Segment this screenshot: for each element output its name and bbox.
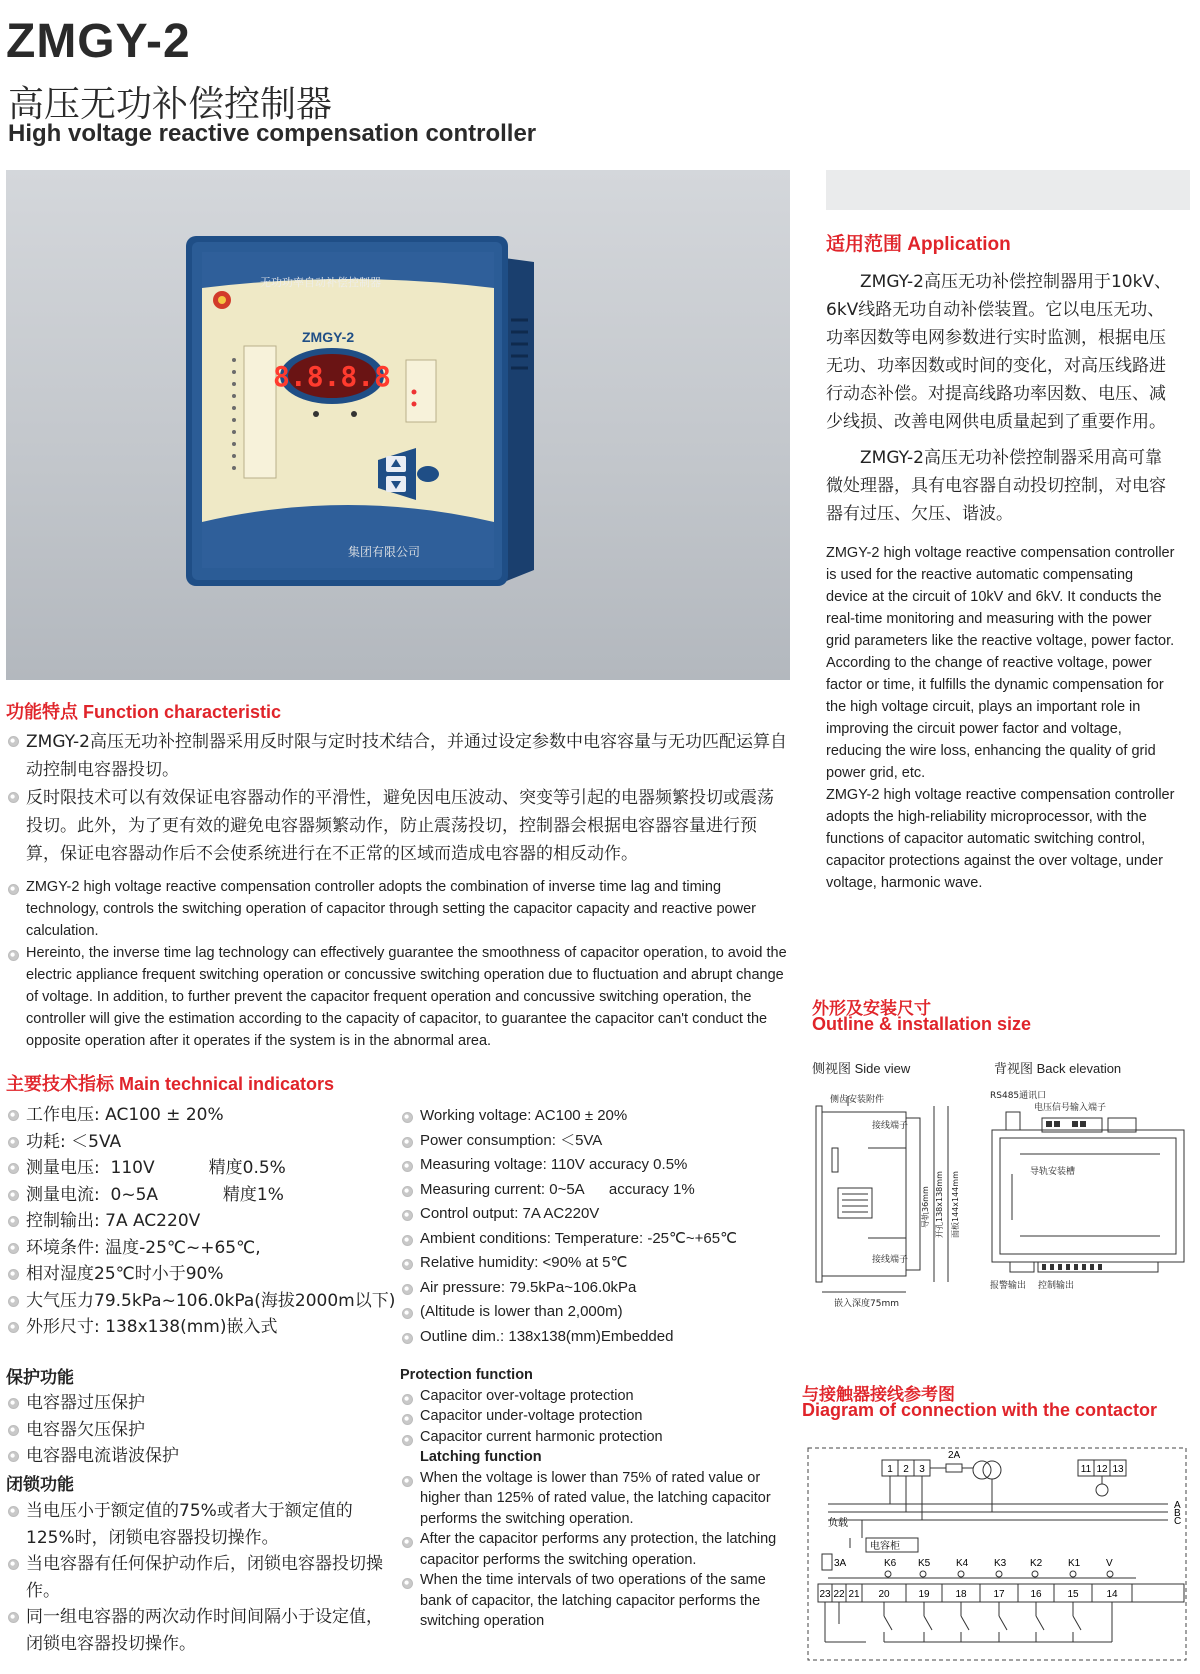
led-display: 8.8.8.8 bbox=[272, 360, 392, 393]
side-label-hole: 开孔138x138mm bbox=[935, 1171, 944, 1238]
contactor-label: K4 bbox=[956, 1558, 969, 1569]
list-item: When the voltage is lower than 75% of rated value or higher than 125% of rated value, the latching capacitor performs the switching operation. bbox=[400, 1468, 792, 1530]
list-item: 大气压力79.5kPa~106.0kPa(海拔2000m以下) bbox=[6, 1288, 396, 1315]
list-item: 测量电流: 0~5A 精度1% bbox=[6, 1182, 396, 1209]
terminal-label: 2 bbox=[903, 1464, 909, 1475]
terminal-label: 1 bbox=[887, 1464, 893, 1475]
wiring-diagram bbox=[806, 1446, 1190, 1664]
status-led bbox=[313, 411, 319, 417]
list-item: Capacitor current harmonic protection bbox=[400, 1427, 792, 1448]
wiring-heading-cn: 与接触器接线参考图 bbox=[802, 1385, 955, 1404]
list-item: 测量电压: 110V 精度0.5% bbox=[6, 1155, 396, 1182]
panel-title: 无功功率自动补偿控制器 bbox=[260, 276, 381, 289]
list-item: 电容器过压保护 bbox=[6, 1390, 396, 1417]
outline-heading-en: Outline & installation size bbox=[812, 1014, 1032, 1034]
list-item: Capacitor over-voltage protection bbox=[400, 1386, 792, 1407]
contactor-label: K1 bbox=[1068, 1558, 1081, 1569]
list-item: Ambient conditions: Temperature: -25℃~+65℃ bbox=[400, 1227, 790, 1252]
side-label-rail: 导轨36mm bbox=[921, 1186, 930, 1228]
terminal-label: 11 bbox=[1080, 1464, 1092, 1475]
function-en-list bbox=[6, 876, 790, 1052]
list-item: Measuring voltage: 110V accuracy 0.5% bbox=[400, 1153, 790, 1178]
application-en-para2: ZMGY-2 high voltage reactive compensation controller adopts the high-reliability microprocessor, with the functions of capacitor automatic switching control, capacitor protections against the over voltage, under voltage, harmonic wave. bbox=[826, 787, 1175, 891]
list-item: 控制输出: 7A AC220V bbox=[6, 1208, 396, 1235]
back-label-rs485: RS485通讯口 bbox=[990, 1091, 1047, 1101]
fuse-small-label: 3A bbox=[834, 1558, 847, 1569]
latching-en-list bbox=[400, 1468, 792, 1632]
list-item: 电容器电流谐波保护 bbox=[6, 1443, 396, 1470]
terminal-label: 13 bbox=[1112, 1464, 1124, 1475]
ct-icon bbox=[1096, 1484, 1108, 1496]
list-item: 当电压小于额定值的75%或者大于额定值的125%时，闭锁电容器投切操作。 bbox=[6, 1498, 394, 1551]
terminal-label: 21 bbox=[848, 1589, 860, 1600]
fuse-icon bbox=[822, 1554, 832, 1570]
fuse-label: 2A bbox=[948, 1450, 961, 1461]
terminal-label: 17 bbox=[993, 1589, 1005, 1600]
indicators-heading: 主要技术指标 Main technical indicators bbox=[6, 1074, 335, 1094]
contactor-label: K3 bbox=[994, 1558, 1007, 1569]
list-item: Relative humidity: <90% at 5℃ bbox=[400, 1251, 790, 1276]
terminal-label: 14 bbox=[1106, 1589, 1118, 1600]
protection-en-list bbox=[400, 1386, 792, 1448]
indicators-en-list bbox=[400, 1104, 790, 1349]
terminal-label: 16 bbox=[1030, 1589, 1042, 1600]
side-label-terminal-bottom: 接线端子 bbox=[872, 1255, 909, 1265]
list-item: After the capacitor performs any protection, the latching capacitor performs the switching operation. bbox=[400, 1529, 792, 1570]
application-heading: 适用范围 Application bbox=[826, 234, 1011, 255]
list-item: 工作电压: AC100 ± 20% bbox=[6, 1102, 396, 1129]
side-view-caption: 侧视图 Side view bbox=[812, 1061, 911, 1076]
list-item: 反时限技术可以有效保证电容器动作的平滑性，避免因电压波动、突变等引起的电器频繁投切或震荡投切。此外，为了更有效的避免电容器频繁动作，防止震荡投切，控制器会根据电容器容量进行预算，保证电容器动作后不会使系统进行在不正常的区域而造成电容器的相反动作。 bbox=[6, 784, 790, 868]
list-item: Control output: 7A AC220V bbox=[400, 1202, 790, 1227]
latching-cn-list bbox=[6, 1498, 394, 1657]
list-item: Working voltage: AC100 ± 20% bbox=[400, 1104, 790, 1129]
fuse-icon bbox=[946, 1464, 962, 1472]
protection-latching-en bbox=[400, 1365, 792, 1632]
list-item: 相对湿度25℃时小于90% bbox=[6, 1261, 396, 1288]
contactor-label: K5 bbox=[918, 1558, 931, 1569]
list-item: ZMGY-2 high voltage reactive compensation controller adopts the combination of inverse time lag and timing technology, controls the switching operation of capacitor through setting the capacitor capacity and reactive power calculation. bbox=[6, 876, 790, 942]
panel-model-label: ZMGY-2 bbox=[302, 329, 355, 345]
contactor-label: K6 bbox=[884, 1558, 897, 1569]
back-label-rail-slot: 导轨安装槽 bbox=[1030, 1167, 1076, 1177]
list-item: (Altitude is lower than 2,000m) bbox=[400, 1300, 790, 1325]
latching-cn-heading: 闭锁功能 bbox=[6, 1475, 74, 1495]
terminal-label: 12 bbox=[1096, 1464, 1108, 1475]
list-item: 外形尺寸: 138x138(mm)嵌入式 bbox=[6, 1314, 396, 1341]
load-label: 负载 bbox=[828, 1518, 848, 1529]
protection-cn-heading: 保护功能 bbox=[6, 1368, 74, 1388]
list-item: 当电容器有任何保护动作后，闭锁电容器投切操作。 bbox=[6, 1551, 394, 1604]
alarm-led bbox=[412, 390, 417, 395]
list-item: Hereinto, the inverse time lag technology can effectively guarantee the smoothness of capacitor operation, to avoid the electric appliance frequent switching operation or concussive switching operation due to fluctuation and abrupt change of voltage. In addition, to further prevent the capacitor frequent operation and concussive switching operation, the controller will give the estimation according to the capacity of capacitor, to guarantee the capacitor can't conduct the opposite operation after it operates if the system is in the abnormal area. bbox=[6, 942, 790, 1052]
product-model: ZMGY-2 bbox=[6, 15, 191, 68]
protection-en-heading: Protection function bbox=[400, 1367, 533, 1383]
terminal-label: 19 bbox=[918, 1589, 930, 1600]
terminal-label: 23 bbox=[819, 1589, 831, 1600]
alarm-led bbox=[412, 402, 417, 407]
terminal-label: 18 bbox=[955, 1589, 967, 1600]
phase-label: C bbox=[1174, 1516, 1182, 1527]
set-button[interactable] bbox=[417, 466, 439, 482]
list-item: Air pressure: 79.5kPa~106.0kPa bbox=[400, 1276, 790, 1301]
brand-logo bbox=[213, 291, 231, 309]
protection-cn-list bbox=[6, 1390, 396, 1470]
side-label-terminal-top: 接线端子 bbox=[872, 1121, 909, 1131]
list-item: 电容器欠压保护 bbox=[6, 1417, 396, 1444]
list-item: When the time intervals of two operations of the same bank of capacitor, the latching capacitor performs the switching operation bbox=[400, 1570, 792, 1632]
back-label-alarm: 报警输出 bbox=[990, 1281, 1027, 1291]
list-item: Power consumption: ＜5VA bbox=[400, 1129, 790, 1154]
wiring-heading-en: Diagram of connection with the contactor bbox=[802, 1400, 1158, 1420]
contactor-label: K2 bbox=[1030, 1558, 1043, 1569]
decorative-bar bbox=[826, 170, 1190, 210]
phase-label: B bbox=[1174, 1508, 1181, 1519]
product-title-en: High voltage reactive compensation controller bbox=[8, 120, 537, 147]
cabinet-label: 电容柜 bbox=[870, 1541, 900, 1552]
function-heading: 功能特点 Function characteristic bbox=[6, 702, 282, 722]
phase-label: A bbox=[1174, 1500, 1181, 1511]
side-label-depth: 嵌入深度75mm bbox=[834, 1299, 899, 1308]
list-item: ZMGY-2高压无功补控制器采用反时限与定时技术结合，并通过设定参数中电容容量与无功匹配运算自动控制电容器投切。 bbox=[6, 728, 790, 784]
controller-device-image bbox=[6, 170, 790, 680]
panel-footer-text: 集团有限公司 bbox=[348, 545, 421, 559]
terminal-label: 15 bbox=[1067, 1589, 1079, 1600]
status-led bbox=[351, 411, 357, 417]
terminal-label: 22 bbox=[833, 1589, 845, 1600]
list-item: 环境条件: 温度-25℃~+65℃, bbox=[6, 1235, 396, 1262]
down-button[interactable] bbox=[386, 476, 406, 492]
indicators-cn-list bbox=[6, 1102, 396, 1341]
list-item: Outline dim.: 138x138(mm)Embedded bbox=[400, 1325, 790, 1350]
terminal-label: 20 bbox=[878, 1589, 890, 1600]
up-button[interactable] bbox=[386, 456, 406, 472]
list-item: Measuring current: 0~5A accuracy 1% bbox=[400, 1178, 790, 1203]
transformer-icon bbox=[973, 1461, 991, 1479]
function-cn-list bbox=[6, 728, 790, 868]
product-photo bbox=[6, 170, 790, 680]
product-title-cn: 高压无功补偿控制器 bbox=[8, 84, 333, 125]
side-view-drawing bbox=[808, 1078, 1008, 1308]
application-en-para1: ZMGY-2 high voltage reactive compensation controller is used for the reactive automatic compensating device at the circuit of 10kV and 6kV. It conducts the real-time monitoring and measuring with the power grid parameters like the reactive voltage, power factor. According to the change of reactive voltage, power factor or time, it fulfills the dynamic compensation for the high voltage circuit, plays an important role in improving the circuit power factor and voltage, reducing the wire loss, enhancing the quality of grid power grid, etc. bbox=[826, 545, 1175, 781]
side-label-panel: 面板144x144mm bbox=[951, 1171, 960, 1238]
back-label-control: 控制输出 bbox=[1038, 1281, 1075, 1291]
back-view-drawing bbox=[990, 1078, 1190, 1300]
contactor-label: V bbox=[1106, 1558, 1113, 1569]
application-cn-para2: ZMGY-2高压无功补偿控制器采用高可靠微处理器，具有电容器自动投切控制，对电容器有过压、欠压、谐波。 bbox=[826, 448, 1166, 524]
back-view-caption: 背视图 Back elevation bbox=[994, 1061, 1122, 1076]
application-cn-para1: ZMGY-2高压无功补偿控制器用于10kV、6kV线路无功自动补偿装置。它以电压无功、功率因数等电网参数进行实时监测，根据电压无功、功率因数或时间的变化，对高压线路进行动态补偿。对提高线路功率因数、电压、减少线损、改善电网供电质量起到了重要作用。 bbox=[826, 272, 1172, 432]
list-item: 同一组电容器的两次动作时间间隔小于设定值，闭锁电容器投切操作。 bbox=[6, 1604, 394, 1657]
list-item: Capacitor under-voltage protection bbox=[400, 1406, 792, 1427]
terminal-label: 3 bbox=[919, 1464, 925, 1475]
side-label-bracket: 侧齿安装附件 bbox=[830, 1095, 885, 1105]
list-item: 功耗: ＜5VA bbox=[6, 1129, 396, 1156]
latching-en-heading: Latching function bbox=[420, 1449, 542, 1465]
back-label-voltage-in: 电压信号输入端子 bbox=[1034, 1103, 1107, 1113]
outline-heading-cn: 外形及安装尺寸 bbox=[812, 999, 931, 1018]
